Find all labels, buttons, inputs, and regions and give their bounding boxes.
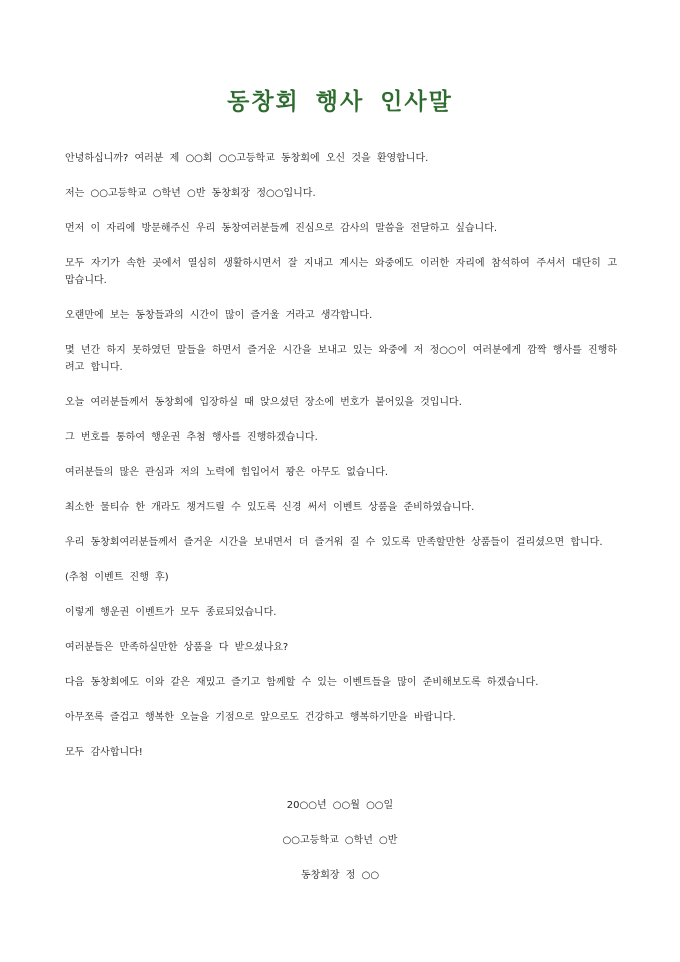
paragraph-wishes: 아무쪼록 즐겁고 행복한 오늘을 기점으로 앞으로도 건강하고 행복하기만을 바랍니다. xyxy=(65,712,456,723)
paragraph-prize-wish: 우리 동창회여러분들께서 즐거운 시간을 보내면서 더 즐거워 질 수 있도록 만족할만한 상품들이 걸리셨으면 합니다. xyxy=(65,537,603,548)
paragraph-satisfaction-question: 여러분들은 만족하실만한 상품을 다 받으셨나요? xyxy=(65,642,289,653)
paragraph-closing: 모두 감사합니다! xyxy=(65,747,143,758)
paragraph-event-ended: 이렇게 행운권 이벤트가 모두 종료되었습니다. xyxy=(65,607,277,618)
paragraph-greeting: 안녕하십니까? 여러분 제 ○○회 ○○고등학교 동창회에 오신 것을 환영합니다. xyxy=(65,153,429,164)
signoff-signature: 동창회장 정 ○○ xyxy=(300,870,380,881)
signoff-school: ○○고등학교 ○학년 ○반 xyxy=(282,835,398,846)
paragraph-lottery: 그 번호를 통하여 행운권 추첨 행사를 진행하겠습니다. xyxy=(65,432,318,443)
paragraph-seat-number: 오늘 여러분들께서 동창회에 입장하실 때 앉으셨던 장소에 번호가 붙어있을 것입니다. xyxy=(65,397,462,408)
paragraph-reunion: 오랜만에 보는 동창들과의 시간이 많이 즐거울 거라고 생각합니다. xyxy=(65,310,373,321)
paragraph-next-reunion: 다음 동창회에도 이와 같은 재밌고 즐기고 함께할 수 있는 이벤트들을 많이 준비해보도록 하겠습니다. xyxy=(65,677,539,688)
paragraph-thanks: 먼저 이 자리에 방문해주신 우리 동창여러분들께 진심으로 감사의 말씀을 전달하고 싶습니다. xyxy=(65,223,498,234)
paragraph-introduction: 저는 ○○고등학교 ○학년 ○반 동창회장 정○○입니다. xyxy=(65,188,316,199)
paragraph-stage-direction: (추첨 이벤트 진행 후) xyxy=(65,572,169,583)
paragraph-surprise-event: 몇 년간 하지 못하였던 말들을 하면서 즐거운 시간을 보내고 있는 와중에 저 정○○이 여러분에게 깜짝 행사를 진행하려고 합니다. xyxy=(65,345,617,373)
document-title: 동창회 행사 인사말 xyxy=(227,89,453,116)
paragraph-prizes-prepared: 최소한 물티슈 한 개라도 챙겨드릴 수 있도록 신경 써서 이벤트 상품을 준비하였습니다. xyxy=(65,502,475,513)
document-body xyxy=(65,150,617,779)
paragraph-attendance-thanks: 모두 자기가 속한 곳에서 열심히 생활하시면서 잘 지내고 계시는 와중에도 이러한 자리에 참석하여 주셔서 대단히 고맙습니다. xyxy=(65,258,617,286)
signoff-date: 20○○년 ○○월 ○○일 xyxy=(286,800,394,811)
paragraph-no-blanks: 여러분들의 많은 관심과 저의 노력에 힘입어서 꽝은 아무도 없습니다. xyxy=(65,467,389,478)
